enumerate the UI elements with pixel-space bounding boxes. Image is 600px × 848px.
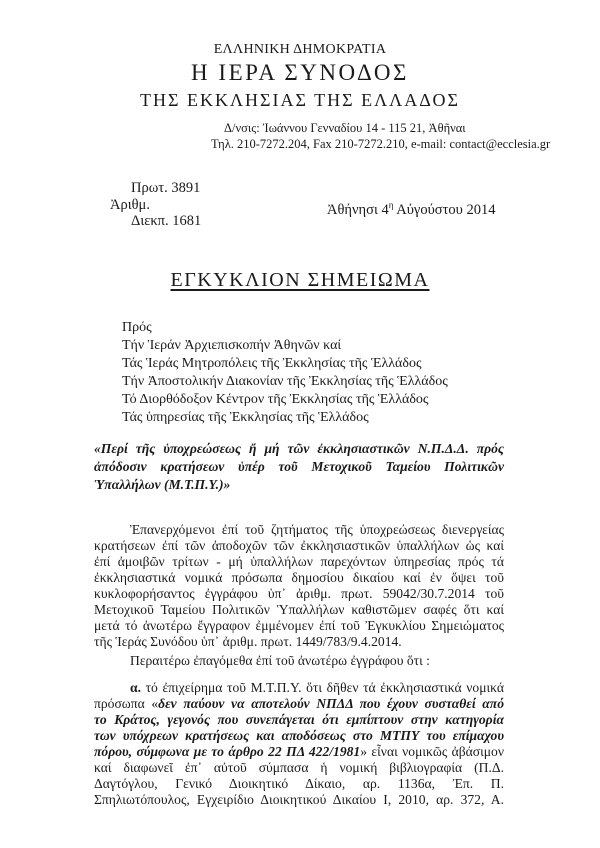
contact-line: Τηλ. 210-7272.204, Fax 210-7272.210, e-mail: contact@ecclesia.gr bbox=[211, 137, 551, 151]
document-title-text: ΕΓΚΥΚΛΙΟΝ ΣΗΜΕΙΩΜΑ bbox=[170, 269, 430, 291]
republic-heading: ΕΛΛΗΝΙΚΗ ΔΗΜΟΚΡΑΤΙΑ bbox=[213, 42, 387, 57]
subject-line: ἀπόδοσιν κρατήσεων ὑπέρ τοῦ Μετοχικοῦ Ταμείου Πολιτικῶν bbox=[94, 459, 504, 474]
point-a-line bbox=[94, 744, 504, 760]
body-line: Μετοχικοῦ Ταμείου Πολιτικῶν Ὑπαλλήλων καθιστῶμεν σαφές ὅτι καί bbox=[94, 602, 504, 617]
recipient-item: Τήν Ἀποστολικήν Διακονίαν τῆς Ἐκκλησίας τῆς Ἑλλάδος bbox=[122, 374, 448, 389]
church-heading: ΤΗΣ ΕΚΚΛΗΣΙΑΣ ΤΗΣ ΕΛΛΑΔΟΣ bbox=[140, 90, 460, 110]
document-date bbox=[327, 200, 495, 219]
point-a-quote: πόρου, σύμφωνα με το άρθρο 22 ΠΔ 422/1981 bbox=[94, 744, 361, 759]
point-a-quote: το Κράτος, γεγονός που συνεπάγεται ότι εμπίπτουν στην κατηγορία bbox=[94, 712, 504, 727]
recipients-to-label: Πρός bbox=[122, 320, 152, 335]
document-title bbox=[0, 269, 600, 292]
point-a-line bbox=[130, 680, 504, 696]
date-suffix: Αὐγούστου 2014 bbox=[393, 201, 496, 218]
point-a-line: Δαγτόγλου, Γενικό Διοικητικό Δίκαιο, αρ. 1136α, Ἐπ. Π. bbox=[94, 776, 504, 791]
recipient-item: Τάς Ἱεράς Μητροπόλεις τῆς Ἐκκλησίας τῆς Ἑλλάδος bbox=[122, 356, 422, 371]
dispatch-number: Διεκπ. 1681 bbox=[131, 213, 202, 229]
body-line: κρατήσεων ἐπί τῶν ἀποδοχῶν τῶν ἐκκλησιαστικῶν ὑπαλλήλων ὡς καί bbox=[94, 538, 504, 553]
body-line: Ἐπανερχόμενοι ἐπί τοῦ ζητήματος τῆς ὑποχρεώσεως διενεργείας bbox=[130, 522, 504, 537]
body-line: τῆς Ἱεράς Συνόδου ὑπ᾽ ἀριθμ. πρωτ. 1449/783/9.4.2014. bbox=[94, 634, 402, 649]
point-a-line bbox=[94, 696, 504, 712]
point-a-line: Σπηλιωτόπουλος, Εγχειρίδιο Διοικητικού Δικαίου Ι, 2010, αρ. 372, Α. bbox=[94, 792, 504, 807]
body-line: κυκλοφορήσαντος ἐγγράφου ὑπ᾽ ἀριθμ. πρωτ. 59042/30.7.2014 τοῦ bbox=[94, 586, 504, 601]
subject-line: Ὑπαλλήλων (Μ.Τ.Π.Υ.)» bbox=[94, 477, 231, 492]
body-line: ἐπί ἀμοιβῶν τρίτων - μή ὑπαλλήλων παρεχόντων ὑπηρεσίας πρός τά bbox=[94, 554, 504, 569]
date-superscript: η bbox=[388, 200, 394, 210]
point-a-quote: των υπόχρεων κρατήσεως και αποδόσεως στο ΜΤΠΥ του επίμαχου bbox=[94, 728, 504, 743]
body-paragraph-2: Περαιτέρω ἐπαγόμεθα ἐπί τοῦ ἀνωτέρω ἐγγράφου ὅτι : bbox=[130, 653, 430, 668]
date-prefix: Ἀθήνησι 4 bbox=[327, 201, 389, 218]
recipient-item: Τήν Ἱεράν Ἀρχιεπισκοπήν Ἀθηνῶν καί bbox=[122, 338, 342, 353]
address-line: Δ/νσις: Ἰωάννου Γενναδίου 14 - 115 21, Ἀθῆναι bbox=[224, 121, 466, 135]
recipient-item: Τάς ὑπηρεσίας τῆς Ἐκκλησίας τῆς Ἑλλάδος bbox=[122, 410, 369, 425]
body-line: ἐκκλησιαστικά νομικά πρόσωπα δημοσίου δικαίου καί ἐν ὄψει τοῦ bbox=[94, 570, 504, 585]
protocol-number: Πρωτ. 3891 bbox=[131, 180, 201, 196]
number-label: Ἀριθμ. bbox=[110, 197, 150, 213]
point-a-text: πρόσωπα « bbox=[94, 696, 159, 711]
point-a-label: α. bbox=[130, 680, 141, 695]
point-a-line: καί διαφωνεῖ ἐπ᾽ αὐτοῦ σύμπασα ἡ νομική βιβλιογραφία (Π.Δ. bbox=[94, 760, 504, 775]
synod-heading: Η ΙΕΡΑ ΣΥΝΟΔΟΣ bbox=[191, 60, 409, 85]
body-line: μετά τό ἀνωτέρω ἔγγραφον ἐμμένομεν ἐπί τοῦ Ἐγκυκλίου Σημειώματος bbox=[94, 618, 504, 633]
point-a-text: τό ἐπιχείρημα τοῦ Μ.Τ.Π.Υ. ὅτι δῆθεν τά ἐκκλησιαστικά νομικά bbox=[141, 680, 504, 695]
point-a-quote: δεν παύουν να αποτελούν ΝΠΔΔ που έχουν συσταθεί από bbox=[158, 696, 504, 711]
point-a-text: » εἶναι νομικῶς ἀβάσιμον bbox=[360, 744, 504, 759]
recipient-item: Τό Διορθόδοξον Κέντρον τῆς Ἐκκλησίας τῆς Ἑλλάδος bbox=[122, 392, 429, 407]
subject-line: «Περί τῆς ὑποχρεώσεως ἤ μή τῶν ἐκκλησιαστικῶν Ν.Π.Δ.Δ. πρός bbox=[94, 441, 504, 456]
